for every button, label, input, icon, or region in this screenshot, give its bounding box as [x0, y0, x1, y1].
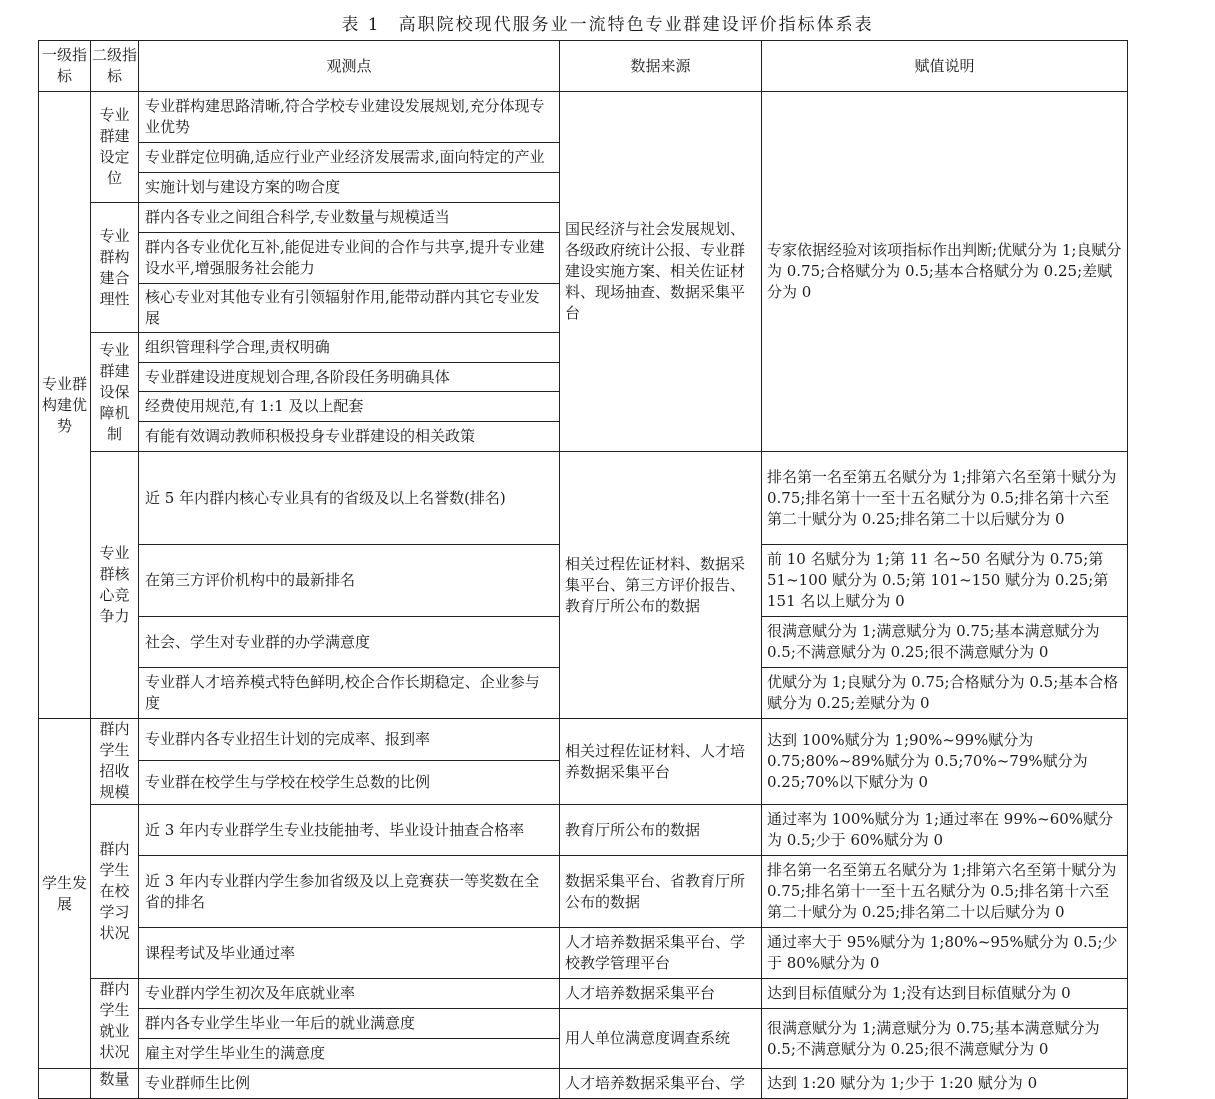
value-cell: 很满意赋分为 1;满意赋分为 0.75;基本满意赋分为 0.5;不满意赋分为 0.25;很不满意赋分为 0 — [762, 1009, 1128, 1069]
observation-cell: 近 5 年内群内核心专业具有的省级及以上名誉数(排名) — [139, 452, 560, 545]
value-cell: 专家依据经验对该项指标作出判断;优赋分为 1;良赋分为 0.75;合格赋分为 0.5;基本合格赋分为 0.25;差赋分为 0 — [762, 92, 1128, 452]
observation-cell: 近 3 年内专业群内学生参加省级及以上竞赛获一等奖数在全省的排名 — [139, 856, 560, 928]
table-title — [0, 10, 1215, 35]
observation-cell: 群内各专业学生毕业一年后的就业满意度 — [139, 1009, 560, 1039]
value-cell: 排名第一名至第五名赋分为 1;排第六名至第十赋分为 0.75;排名第十一至十五名赋分为 0.5;排名第十六至第二十赋分为 0.25;排名第二十以后赋分为 0 — [762, 856, 1128, 928]
level1-cell — [39, 1069, 91, 1099]
table-row — [39, 928, 1128, 979]
observation-cell: 专业群师生比例 — [139, 1069, 560, 1099]
level2-cell: 群内学生在校学习状况 — [91, 805, 139, 979]
source-cell: 国民经济与社会发展规划、各级政府统计公报、专业群建设实施方案、相关佐证材料、现场抽查、数据采集平台 — [560, 92, 762, 452]
source-cell: 人才培养数据采集平台、学 — [560, 1069, 762, 1099]
table-row — [39, 856, 1128, 928]
observation-cell: 专业群在校学生与学校在校学生总数的比例 — [139, 761, 560, 805]
header-observation: 观测点 — [139, 41, 560, 92]
observation-cell: 专业群构建思路清晰,符合学校专业建设发展规划,充分体现专业优势 — [139, 92, 560, 143]
source-cell: 相关过程佐证材料、人才培养数据采集平台 — [560, 719, 762, 805]
observation-cell: 组织管理科学合理,责权明确 — [139, 333, 560, 363]
level2-cell: 专业群建设定位 — [91, 92, 139, 203]
table-title-text: 高职院校现代服务业一流特色专业群建设评价指标体系表 — [398, 15, 874, 35]
observation-cell: 在第三方评价机构中的最新排名 — [139, 545, 560, 617]
level2-cell: 专业群核心竞争力 — [91, 452, 139, 719]
level2-cell: 专业群构建合理性 — [91, 203, 139, 333]
header-level2: 二级指标 — [91, 41, 139, 92]
level2-cell: 专业群建设保障机制 — [91, 333, 139, 452]
level2-cell: 群内学生招收规模 — [91, 719, 139, 805]
source-cell: 用人单位满意度调查系统 — [560, 1009, 762, 1069]
table-number: 表 1 — [341, 15, 381, 35]
value-cell: 达到目标值赋分为 1;没有达到目标值赋分为 0 — [762, 979, 1128, 1009]
table-row — [39, 92, 1128, 143]
value-cell: 达到 100%赋分为 1;90%~99%赋分为 0.75;80%~89%赋分为 0.5;70%~79%赋分为 0.25;70%以下赋分为 0 — [762, 719, 1128, 805]
value-cell: 优赋分为 1;良赋分为 0.75;合格赋分为 0.5;基本合格赋分为 0.25;差赋分为 0 — [762, 668, 1128, 719]
observation-cell: 专业群内各专业招生计划的完成率、报到率 — [139, 719, 560, 761]
header-level1: 一级指标 — [39, 41, 91, 92]
level2-cell: 群内学生就业状况 — [91, 979, 139, 1069]
source-cell: 人才培养数据采集平台、学校教学管理平台 — [560, 928, 762, 979]
value-cell: 达到 1:20 赋分为 1;少于 1:20 赋分为 0 — [762, 1069, 1128, 1099]
table-row — [39, 452, 1128, 545]
header-row — [39, 41, 1128, 92]
value-cell: 很满意赋分为 1;满意赋分为 0.75;基本满意赋分为 0.5;不满意赋分为 0.25;很不满意赋分为 0 — [762, 617, 1128, 668]
observation-cell: 实施计划与建设方案的吻合度 — [139, 173, 560, 203]
source-cell: 相关过程佐证材料、数据采集平台、第三方评价报告、教育厅所公布的数据 — [560, 452, 762, 719]
observation-cell: 社会、学生对专业群的办学满意度 — [139, 617, 560, 668]
observation-cell: 专业群定位明确,适应行业产业经济发展需求,面向特定的产业 — [139, 143, 560, 173]
observation-cell: 雇主对学生毕业生的满意度 — [139, 1039, 560, 1069]
header-assignment: 赋值说明 — [762, 41, 1128, 92]
observation-cell: 有能有效调动教师积极投身专业群建设的相关政策 — [139, 422, 560, 452]
value-cell: 前 10 名赋分为 1;第 11 名~50 名赋分为 0.75;第 51~100 赋分为 0.5;第 101~150 赋分为 0.25;第 151 名以上赋分为 0 — [762, 545, 1128, 617]
table-row — [39, 805, 1128, 856]
source-cell: 教育厅所公布的数据 — [560, 805, 762, 856]
observation-cell: 群内各专业优化互补,能促进专业间的合作与共享,提升专业建设水平,增强服务社会能力 — [139, 233, 560, 284]
observation-cell: 专业群人才培养模式特色鲜明,校企合作长期稳定、企业参与度 — [139, 668, 560, 719]
observation-cell: 课程考试及毕业通过率 — [139, 928, 560, 979]
value-cell: 通过率大于 95%赋分为 1;80%~95%赋分为 0.5;少于 80%赋分为 0 — [762, 928, 1128, 979]
observation-cell: 群内各专业之间组合科学,专业数量与规模适当 — [139, 203, 560, 233]
evaluation-index-table — [38, 40, 1128, 1099]
observation-cell: 专业群建设进度规划合理,各阶段任务明确具体 — [139, 363, 560, 392]
table-row — [39, 1069, 1128, 1099]
level1-cell: 专业群构建优势 — [39, 92, 91, 719]
observation-cell: 经费使用规范,有 1:1 及以上配套 — [139, 392, 560, 422]
table-row — [39, 1009, 1128, 1039]
header-data-source: 数据来源 — [560, 41, 762, 92]
source-cell: 数据采集平台、省教育厅所公布的数据 — [560, 856, 762, 928]
level2-cell: 数量 — [91, 1069, 139, 1099]
table-row — [39, 979, 1128, 1009]
level1-cell: 学生发展 — [39, 719, 91, 1069]
source-cell: 人才培养数据采集平台 — [560, 979, 762, 1009]
table-row — [39, 719, 1128, 761]
observation-cell: 近 3 年内专业群学生专业技能抽考、毕业设计抽查合格率 — [139, 805, 560, 856]
observation-cell: 核心专业对其他专业有引领辐射作用,能带动群内其它专业发展 — [139, 284, 560, 333]
observation-cell: 专业群内学生初次及年底就业率 — [139, 979, 560, 1009]
value-cell: 排名第一名至第五名赋分为 1;排第六名至第十赋分为 0.75;排名第十一至十五名赋分为 0.5;排名第十六至第二十赋分为 0.25;排名第二十以后赋分为 0 — [762, 452, 1128, 545]
value-cell: 通过率为 100%赋分为 1;通过率在 99%~60%赋分为 0.5;少于 60%赋分为 0 — [762, 805, 1128, 856]
